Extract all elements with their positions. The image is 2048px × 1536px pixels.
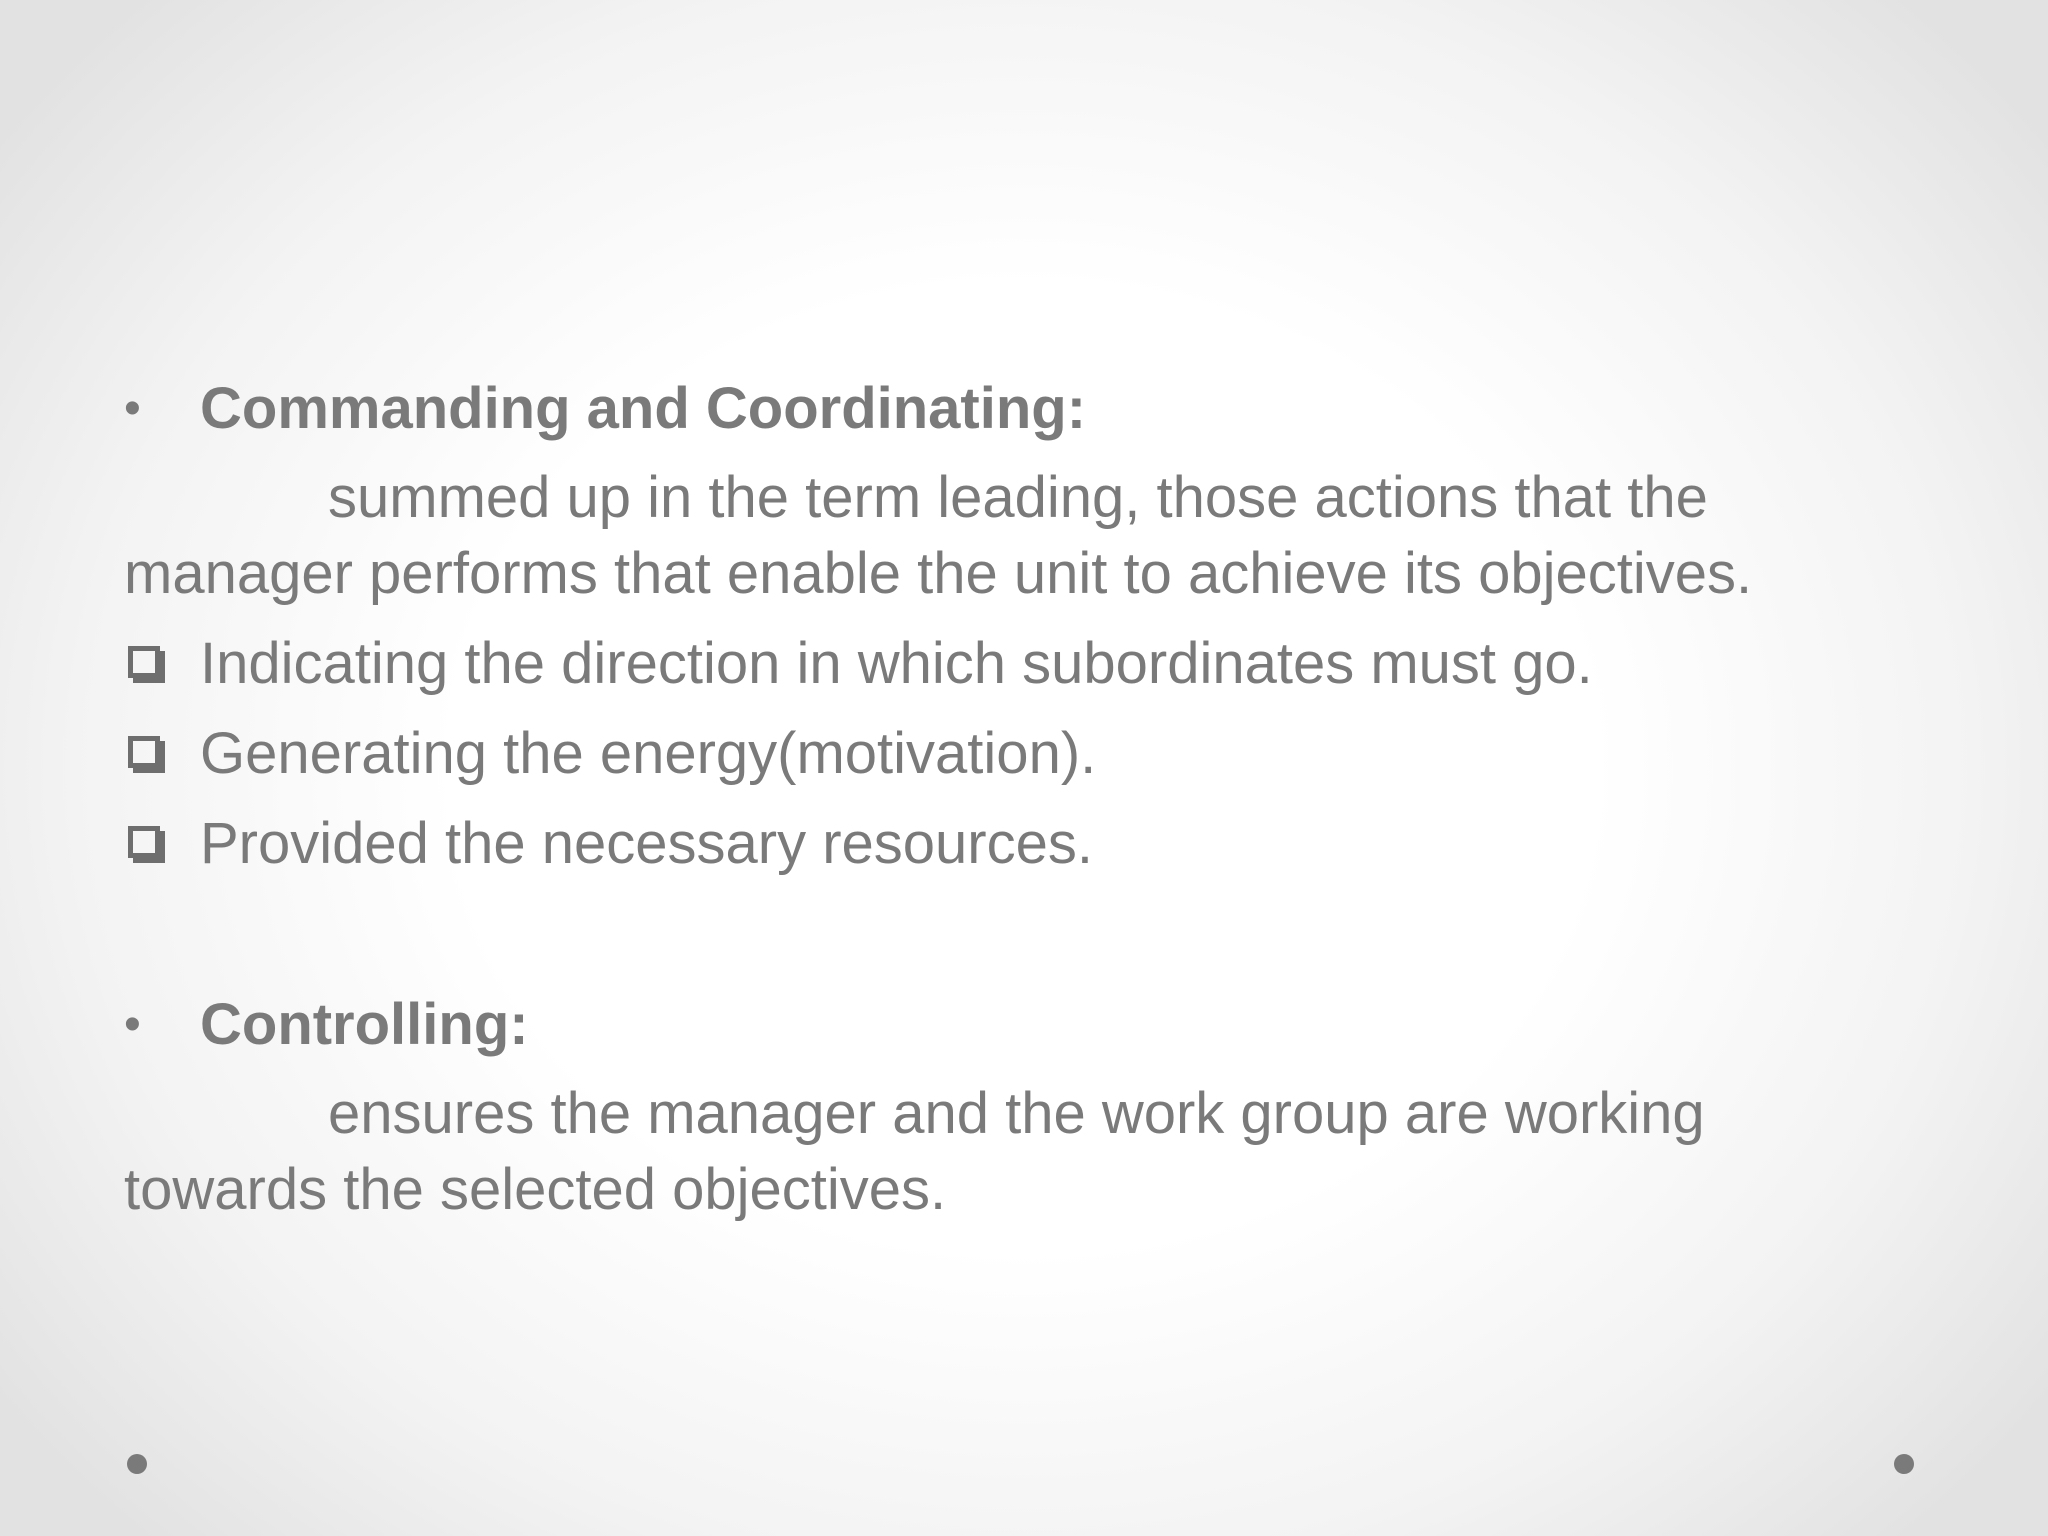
checkbox-icon: [128, 736, 160, 768]
heading-text: Controlling:: [200, 992, 529, 1057]
checklist-item-text: Provided the necessary resources.: [200, 811, 1093, 876]
paragraph-line-2: towards the selected objectives.: [124, 1157, 947, 1222]
paragraph-commanding: [124, 460, 1984, 612]
checklist-item-text: Indicating the direction in which subordinates must go.: [200, 631, 1593, 696]
corner-dot-right-icon: [1894, 1454, 1914, 1474]
checkbox-icon: [128, 826, 160, 858]
bullet-icon: •: [124, 998, 141, 1051]
paragraph-line-1: summed up in the term leading, those actions that the: [328, 465, 1708, 530]
bullet-icon: •: [124, 382, 141, 435]
paragraph-line-1: ensures the manager and the work group are working: [328, 1081, 1705, 1146]
checklist-item-text: Generating the energy(motivation).: [200, 721, 1097, 786]
checkbox-icon: [128, 646, 160, 678]
corner-dot-left-icon: [127, 1454, 147, 1474]
heading-text: Commanding and Coordinating:: [200, 376, 1087, 441]
paragraph-line-2: manager performs that enable the unit to achieve its objectives.: [124, 541, 1753, 606]
paragraph-controlling: [124, 1076, 1984, 1228]
